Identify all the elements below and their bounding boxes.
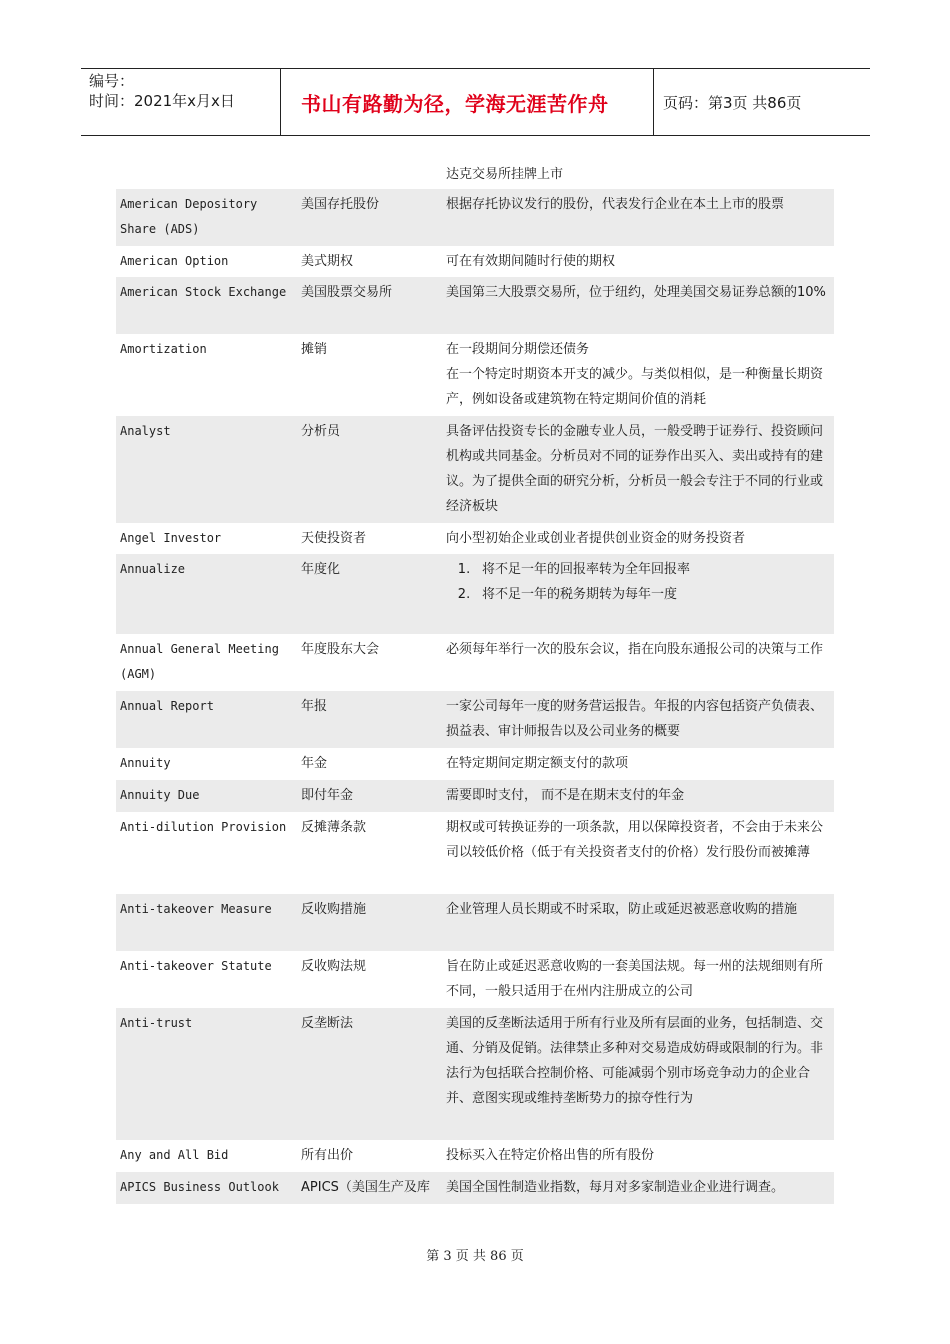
number-label: 编号： bbox=[89, 72, 135, 90]
definition-paragraph: 美国全国性制造业指数，每月对多家制造业企业进行调查。 bbox=[446, 1180, 785, 1195]
definition-paragraph: 达克交易所挂牌上市 bbox=[446, 167, 564, 182]
term-english: Annualize bbox=[120, 562, 186, 576]
term-definition bbox=[442, 780, 834, 812]
term-english: Amortization bbox=[120, 342, 207, 356]
glossary-table bbox=[116, 159, 834, 1204]
table-row bbox=[116, 1140, 834, 1172]
term-chinese: 所有出价 bbox=[301, 1148, 354, 1163]
term-definition bbox=[442, 748, 834, 780]
definition-paragraph: 投标买入在特定价格出售的所有股份 bbox=[446, 1148, 655, 1163]
term-english: Annual General Meeting (AGM) bbox=[120, 642, 279, 681]
table-row bbox=[116, 159, 834, 189]
list-text: 将不足一年的税务期转为每年一度 bbox=[482, 587, 678, 602]
definition-paragraph: 必须每年举行一次的股东会议，指在向股东通报公司的决策与工作 bbox=[446, 642, 824, 657]
term-definition bbox=[442, 1008, 834, 1140]
term-english: Anti-trust bbox=[120, 1016, 193, 1030]
term-definition bbox=[442, 523, 834, 554]
term-chinese: 反收购法规 bbox=[301, 959, 367, 974]
term-chinese bbox=[297, 159, 442, 189]
term-english bbox=[116, 159, 297, 189]
definition-paragraph: 具备评估投资专长的金融专业人员，一般受聘于证券行、投资顾问机构或共同基金。分析员对不同的证券作出买入、卖出或持有的建议。为了提供全面的研究分析，分析员一般会专注于不同的行业或经济板块 bbox=[446, 424, 824, 514]
definition-paragraph: 根据存托协议发行的股份，代表发行企业在本土上市的股票 bbox=[446, 197, 785, 212]
term-chinese: 年金 bbox=[301, 756, 328, 771]
term-definition bbox=[442, 159, 834, 189]
time-label: 时间：2021年x月x日 bbox=[89, 92, 235, 110]
definition-paragraph: 一家公司每年一度的财务营运报告。年报的内容包括资产负债表、损益表、审计师报告以及公司业务的概要 bbox=[446, 699, 824, 739]
table-row bbox=[116, 334, 834, 416]
term-english: Anti-dilution Provision bbox=[120, 820, 287, 834]
table-row bbox=[116, 748, 834, 780]
term-definition bbox=[442, 691, 834, 748]
table-row bbox=[116, 1008, 834, 1140]
definition-paragraph: 期权或可转换证券的一项条款，用以保障投资者，不会由于未来公司以较低价格（低于有关投资者支付的价格）发行股份而被摊薄 bbox=[446, 820, 824, 860]
definition-paragraph: 需要即时支付， 而不是在期末支付的年金 bbox=[446, 788, 685, 803]
list-item bbox=[446, 582, 826, 607]
page-footer: 第 3 页 共 86 页 bbox=[426, 1249, 524, 1264]
term-definition bbox=[442, 812, 834, 894]
term-definition bbox=[442, 246, 834, 277]
header-page-info: 页码：第3页 共86页 bbox=[663, 93, 802, 112]
term-chinese: 美式期权 bbox=[301, 254, 354, 269]
definition-paragraph: 美国的反垄断法适用于所有行业及所有层面的业务，包括制造、交通、分销及促销。法律禁止多种对交易造成妨碍或限制的行为。非法行为包括联合控制价格、可能减弱个别市场竞争动力的企业合并、意图实现或维持垄断势力的掠夺性行为 bbox=[446, 1016, 824, 1106]
definition-paragraph: 美国第三大股票交易所，位于纽约，处理美国交易证券总额的10% bbox=[446, 285, 826, 300]
term-chinese: 天使投资者 bbox=[301, 531, 367, 546]
table-row bbox=[116, 277, 834, 334]
term-chinese: 反摊薄条款 bbox=[301, 820, 367, 835]
term-english: Annuity Due bbox=[120, 788, 200, 802]
table-row bbox=[116, 189, 834, 246]
definition-paragraph: 在一个特定时期资本开支的减少。与类似相似，是一种衡量长期资产，例如设备或建筑物在特定期间价值的消耗 bbox=[446, 367, 824, 407]
definition-paragraph: 企业管理人员长期或不时采取，防止或延迟被恶意收购的措施 bbox=[446, 902, 798, 917]
definition-paragraph: 可在有效期间随时行使的期权 bbox=[446, 254, 616, 269]
header-meta bbox=[81, 69, 281, 135]
term-chinese: APICS（美国生产及库 bbox=[301, 1180, 430, 1195]
term-english: Anti-takeover Statute bbox=[120, 959, 272, 973]
table-row bbox=[116, 780, 834, 812]
term-english: Any and All Bid bbox=[120, 1148, 229, 1162]
term-english: Angel Investor bbox=[120, 531, 222, 545]
list-item bbox=[446, 557, 826, 582]
table-row bbox=[116, 812, 834, 894]
term-chinese: 美国股票交易所 bbox=[301, 285, 393, 300]
term-english: American Option bbox=[120, 254, 229, 268]
table-row bbox=[116, 416, 834, 523]
term-english: Analyst bbox=[120, 424, 171, 438]
table-row bbox=[116, 951, 834, 1008]
page-header bbox=[81, 68, 870, 136]
list-text: 将不足一年的回报率转为全年回报率 bbox=[482, 562, 691, 577]
header-motto: 书山有路勤为径，学海无涯苦作舟 bbox=[281, 69, 654, 135]
table-row bbox=[116, 523, 834, 554]
list-number: 1. bbox=[457, 562, 471, 577]
term-chinese: 反垄断法 bbox=[301, 1016, 354, 1031]
table-row bbox=[116, 634, 834, 691]
table-row bbox=[116, 894, 834, 951]
list-number: 2. bbox=[457, 587, 471, 602]
term-definition bbox=[442, 951, 834, 1008]
term-definition bbox=[442, 894, 834, 951]
term-chinese: 年度股东大会 bbox=[301, 642, 380, 657]
definition-paragraph: 旨在防止或延迟恶意收购的一套美国法规。每一州的法规细则有所不同，一般只适用于在州内注册成立的公司 bbox=[446, 959, 824, 999]
term-english: Anti-takeover Measure bbox=[120, 902, 272, 916]
term-definition bbox=[442, 1140, 834, 1172]
table-row bbox=[116, 246, 834, 277]
term-english: Annuity bbox=[120, 756, 171, 770]
term-chinese: 分析员 bbox=[301, 424, 341, 439]
term-definition bbox=[442, 554, 834, 634]
table-row bbox=[116, 1172, 834, 1204]
term-chinese: 美国存托股份 bbox=[301, 197, 380, 212]
definition-paragraph: 在特定期间定期定额支付的款项 bbox=[446, 756, 629, 771]
term-chinese: 年报 bbox=[301, 699, 328, 714]
table-row bbox=[116, 691, 834, 748]
term-chinese: 摊销 bbox=[301, 342, 328, 357]
term-english: Annual Report bbox=[120, 699, 214, 713]
term-definition bbox=[442, 189, 834, 246]
definition-paragraph: 向小型初始企业或创业者提供创业资金的财务投资者 bbox=[446, 531, 746, 546]
definition-paragraph: 在一段期间分期偿还债务 bbox=[446, 342, 590, 357]
term-chinese: 即付年金 bbox=[301, 788, 354, 803]
term-definition bbox=[442, 277, 834, 334]
term-definition bbox=[442, 1172, 834, 1204]
term-chinese: 反收购措施 bbox=[301, 902, 367, 917]
term-chinese: 年度化 bbox=[301, 562, 341, 577]
term-definition bbox=[442, 334, 834, 416]
term-definition bbox=[442, 416, 834, 523]
term-english: American Depository Share (ADS) bbox=[120, 197, 258, 236]
term-english: American Stock Exchange bbox=[120, 285, 287, 299]
term-definition bbox=[442, 634, 834, 691]
table-row bbox=[116, 554, 834, 634]
term-english: APICS Business Outlook bbox=[120, 1180, 279, 1194]
